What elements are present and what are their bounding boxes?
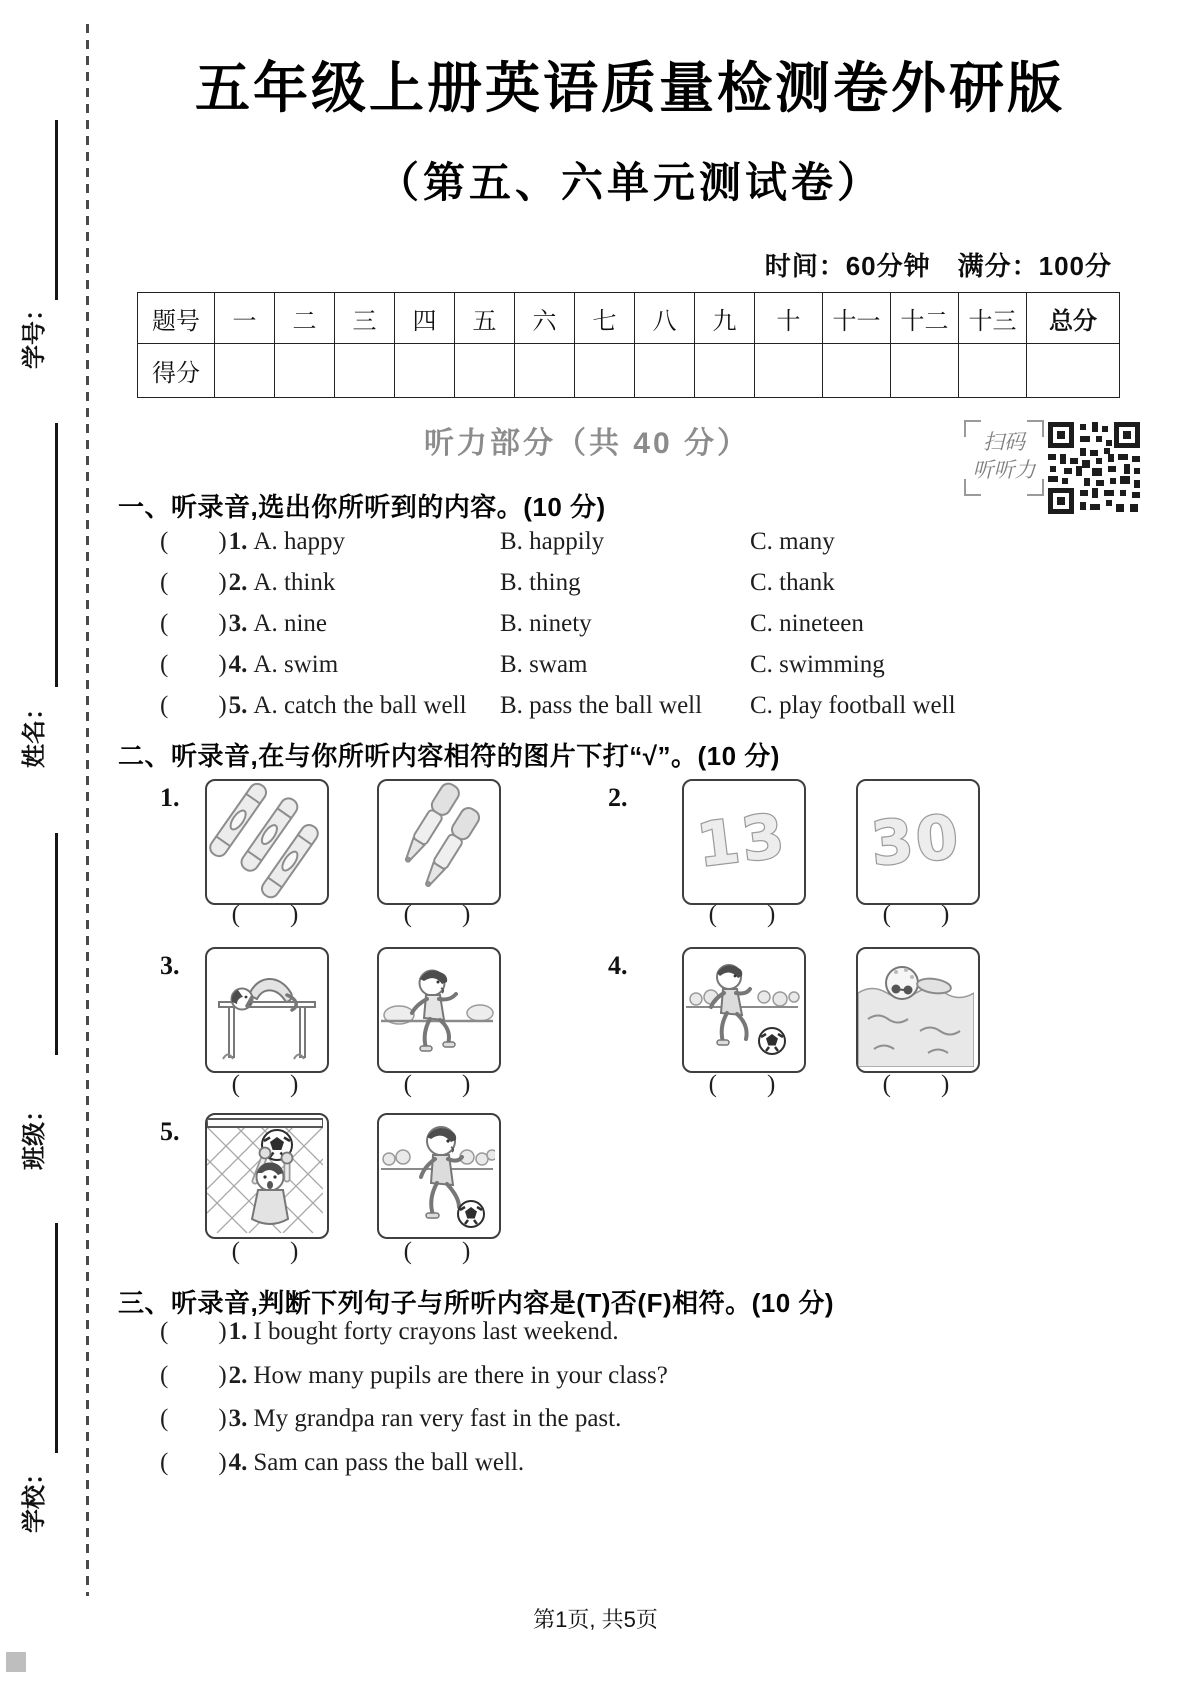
col-11: 十一 xyxy=(823,293,891,344)
student-id-blank-line xyxy=(55,120,58,300)
score-cell xyxy=(823,344,891,398)
option-c: C. many xyxy=(750,528,835,555)
option-b: B. pass the ball well xyxy=(500,692,703,719)
answer-bracket: ( ) xyxy=(160,610,227,637)
col-13: 十三 xyxy=(959,293,1027,344)
card-number-13: 13 xyxy=(693,800,791,882)
school-label: 学校： xyxy=(21,1461,48,1533)
score-cell xyxy=(275,344,335,398)
score-cell xyxy=(959,344,1027,398)
section1-item-3 xyxy=(160,610,864,638)
boy-running-image xyxy=(379,949,495,1067)
picture-item-number: 3. xyxy=(160,951,180,980)
item-number: 2. xyxy=(228,1362,248,1389)
item-number: 1. xyxy=(228,1318,248,1345)
answer-bracket: ( ) xyxy=(160,1449,227,1476)
picture-item-number: 5. xyxy=(160,1117,180,1146)
answer-bracket: ( ) xyxy=(231,1071,299,1098)
option-a: A. think xyxy=(253,569,336,596)
qr-caption-line2: 听听力 xyxy=(972,458,1036,482)
section1-heading: 一、听录音,选出你所听到的内容。(10 分) xyxy=(118,492,606,522)
col-3: 三 xyxy=(335,293,395,344)
option-a: A. nine xyxy=(253,610,328,637)
page-title: 五年级上册英语质量检测卷外研版 xyxy=(194,57,1065,119)
item-number: 2. xyxy=(228,569,248,596)
picture-box xyxy=(682,779,806,905)
picture-box xyxy=(205,779,329,905)
section3-item-1 xyxy=(160,1318,619,1346)
col-2: 二 xyxy=(275,293,335,344)
score-table-score-row xyxy=(138,344,1120,398)
score-cell xyxy=(755,344,823,398)
time-score-meta: 时间：60分钟 满分：100分 xyxy=(764,251,1112,281)
section3-item-4 xyxy=(160,1449,524,1477)
item-number: 3. xyxy=(228,1405,248,1432)
option-a: A. catch the ball well xyxy=(253,692,467,719)
picture-item-number: 2. xyxy=(608,783,628,812)
boy-playing-football-image xyxy=(684,949,800,1067)
seal-dashed-line xyxy=(86,24,89,1596)
section2-heading: 二、听录音,在与你所听内容相符的图片下打“√”。(10 分) xyxy=(118,741,780,771)
boy-swimming-image xyxy=(858,949,974,1067)
score-cell xyxy=(215,344,275,398)
statement: I bought forty crayons last weekend. xyxy=(253,1318,619,1345)
picture-box xyxy=(682,947,806,1073)
option-b: B. ninety xyxy=(500,610,592,637)
score-cell xyxy=(575,344,635,398)
section3-item-2 xyxy=(160,1362,668,1390)
answer-bracket: ( ) xyxy=(160,569,227,596)
answer-bracket: ( ) xyxy=(231,901,299,928)
option-c: C. nineteen xyxy=(750,610,864,637)
class-label: 班级： xyxy=(21,1098,48,1170)
student-id-label: 学号： xyxy=(21,297,48,369)
option-c: C. swimming xyxy=(750,651,885,678)
score-table-corner: 题号 xyxy=(138,293,215,344)
school-blank-line xyxy=(55,1223,58,1453)
page-subtitle: （第五、六单元测试卷） xyxy=(376,159,883,206)
section3-heading: 三、听录音,判断下列句子与所听内容是(T)否(F)相符。(10 分) xyxy=(118,1288,835,1318)
col-4: 四 xyxy=(395,293,455,344)
qr-caption-frame xyxy=(964,420,1044,496)
answer-bracket: ( ) xyxy=(231,1238,299,1265)
section1-item-5 xyxy=(160,692,956,720)
boy-gymnastics-bar-image xyxy=(207,949,323,1067)
option-b: B. thing xyxy=(500,569,581,596)
picture-box xyxy=(377,779,501,905)
col-10: 十 xyxy=(755,293,823,344)
picture-box xyxy=(856,779,980,905)
answer-bracket: ( ) xyxy=(160,1405,227,1432)
item-number: 1. xyxy=(228,528,248,555)
statement: My grandpa ran very fast in the past. xyxy=(253,1405,622,1432)
picture-box xyxy=(205,947,329,1073)
section3-item-3 xyxy=(160,1405,621,1433)
answer-bracket: ( ) xyxy=(160,651,227,678)
score-cell xyxy=(455,344,515,398)
option-b: B. swam xyxy=(500,651,588,678)
item-number: 5. xyxy=(228,692,248,719)
name-label: 姓名： xyxy=(21,696,48,768)
answer-bracket: ( ) xyxy=(403,1071,471,1098)
scan-artifact-square xyxy=(6,1652,26,1672)
score-cell xyxy=(695,344,755,398)
answer-bracket: ( ) xyxy=(160,528,227,555)
picture-item-number: 1. xyxy=(160,783,180,812)
qr-code-icon xyxy=(1046,420,1142,516)
answer-bracket: ( ) xyxy=(160,1318,227,1345)
fountain-pens-image xyxy=(379,781,495,899)
item-number: 4. xyxy=(228,651,248,678)
goalkeeper-catching-ball-image xyxy=(207,1115,323,1233)
name-blank-line xyxy=(55,423,58,687)
option-a: A. happy xyxy=(253,528,346,555)
option-c: C. play football well xyxy=(750,692,956,719)
number-card-30-image xyxy=(858,781,974,899)
picture-box xyxy=(205,1113,329,1239)
statement: Sam can pass the ball well. xyxy=(253,1449,525,1476)
col-7: 七 xyxy=(575,293,635,344)
section1-item-4 xyxy=(160,651,885,679)
boy-kicking-football-image xyxy=(379,1115,495,1233)
number-card-13-image xyxy=(684,781,800,899)
picture-item-number: 4. xyxy=(608,951,628,980)
item-number: 3. xyxy=(228,610,248,637)
col-12: 十二 xyxy=(891,293,959,344)
score-row-label: 得分 xyxy=(138,344,215,398)
col-8: 八 xyxy=(635,293,695,344)
answer-bracket: ( ) xyxy=(403,901,471,928)
page-number: 第1页, 共5页 xyxy=(533,1607,658,1632)
class-blank-line xyxy=(55,833,58,1055)
listening-section-title: 听力部分（共 40 分） xyxy=(423,427,751,460)
picture-box xyxy=(377,947,501,1073)
score-cell xyxy=(891,344,959,398)
picture-box xyxy=(377,1113,501,1239)
option-b: B. happily xyxy=(500,528,605,555)
col-5: 五 xyxy=(455,293,515,344)
col-9: 九 xyxy=(695,293,755,344)
score-table xyxy=(137,292,1120,398)
col-6: 六 xyxy=(515,293,575,344)
item-number: 4. xyxy=(228,1449,248,1476)
score-cell xyxy=(515,344,575,398)
statement: How many pupils are there in your class? xyxy=(253,1362,668,1389)
section1-item-2 xyxy=(160,569,835,597)
score-cell xyxy=(395,344,455,398)
option-c: C. thank xyxy=(750,569,835,596)
answer-bracket: ( ) xyxy=(708,1071,776,1098)
answer-bracket: ( ) xyxy=(160,1362,227,1389)
crayons-image xyxy=(207,781,323,899)
card-number-30: 30 xyxy=(868,802,964,880)
option-a: A. swim xyxy=(253,651,339,678)
col-total: 总分 xyxy=(1027,293,1120,344)
answer-bracket: ( ) xyxy=(708,901,776,928)
col-1: 一 xyxy=(215,293,275,344)
picture-box xyxy=(856,947,980,1073)
answer-bracket: ( ) xyxy=(403,1238,471,1265)
score-table-header-row xyxy=(138,293,1120,344)
answer-bracket: ( ) xyxy=(882,901,950,928)
section1-item-1 xyxy=(160,528,835,556)
score-cell xyxy=(635,344,695,398)
answer-bracket: ( ) xyxy=(882,1071,950,1098)
score-cell xyxy=(1027,344,1120,398)
answer-bracket: ( ) xyxy=(160,692,227,719)
score-cell xyxy=(335,344,395,398)
qr-caption-line1: 扫码 xyxy=(983,430,1025,454)
